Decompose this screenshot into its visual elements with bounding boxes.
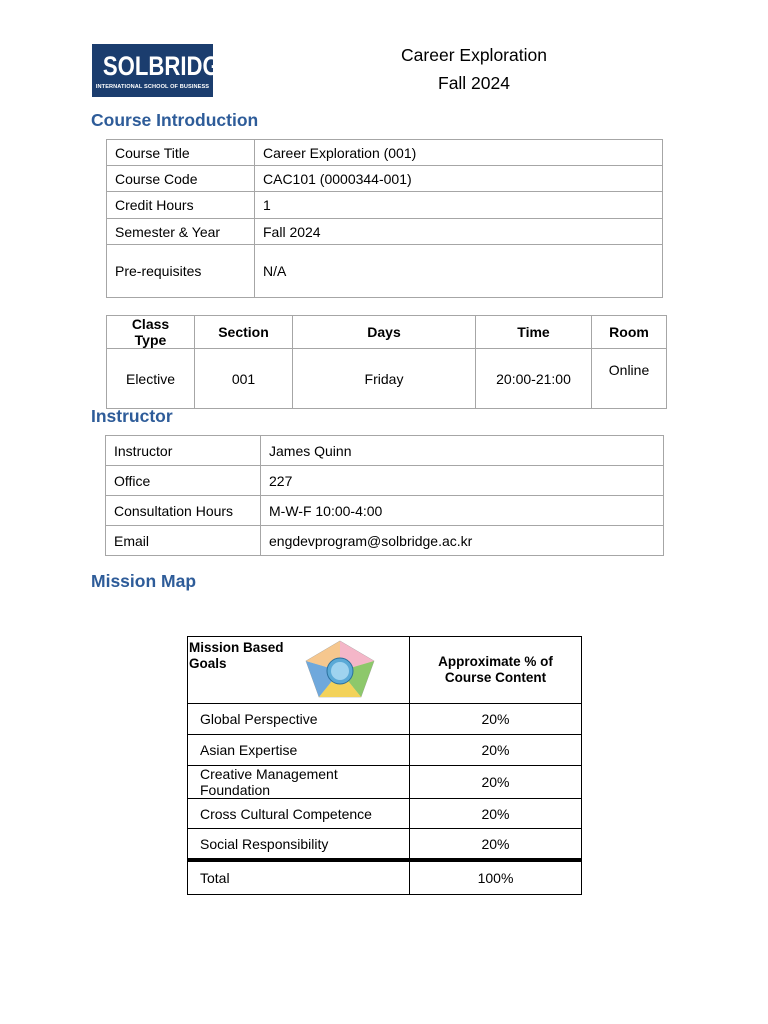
table-cell-value[interactable]: engdevprogram@solbridge.ac.kr bbox=[261, 526, 664, 556]
percent-cell: 20% bbox=[410, 735, 582, 766]
table-row bbox=[107, 219, 663, 245]
goal-cell: Social Responsibility bbox=[188, 829, 410, 861]
total-percent-cell: 100% bbox=[410, 860, 582, 895]
table-cell-value: Fall 2024 bbox=[255, 219, 663, 245]
goal-cell: Global Perspective bbox=[188, 704, 410, 735]
document-term: Fall 2024 bbox=[438, 73, 510, 93]
table-row bbox=[107, 192, 663, 219]
table-header-row bbox=[107, 316, 667, 349]
table-row bbox=[188, 766, 582, 799]
column-header: Class Type bbox=[107, 316, 195, 349]
class-schedule-table bbox=[106, 315, 667, 409]
table-cell: 20:00-21:00 bbox=[476, 349, 592, 409]
table-cell-label: Consultation Hours bbox=[106, 496, 261, 526]
table-cell-label: Pre-requisites bbox=[107, 245, 255, 298]
table-cell-label: Semester & Year bbox=[107, 219, 255, 245]
table-row bbox=[188, 704, 582, 735]
mission-pentagon-icon bbox=[304, 639, 376, 699]
table-cell-label: Course Title bbox=[107, 140, 255, 166]
table-cell-value: 227 bbox=[261, 466, 664, 496]
solbridge-logo bbox=[92, 44, 235, 97]
table-row bbox=[107, 140, 663, 166]
table-cell: Online bbox=[592, 349, 667, 409]
column-header: Section bbox=[195, 316, 293, 349]
total-label-cell: Total bbox=[188, 860, 410, 895]
table-row bbox=[188, 735, 582, 766]
instructor-info-table bbox=[105, 435, 664, 556]
table-cell: Friday bbox=[293, 349, 476, 409]
table-cell-value: Career Exploration (001) bbox=[255, 140, 663, 166]
table-row bbox=[107, 166, 663, 192]
table-cell-value: M-W-F 10:00-4:00 bbox=[261, 496, 664, 526]
course-info-table bbox=[106, 139, 663, 298]
table-cell-label: Credit Hours bbox=[107, 192, 255, 219]
goal-cell: Cross Cultural Competence bbox=[188, 799, 410, 829]
table-total-row bbox=[188, 860, 582, 895]
column-header: Days bbox=[293, 316, 476, 349]
goal-cell: Creative Management Foundation bbox=[188, 766, 410, 799]
column-header: Time bbox=[476, 316, 592, 349]
percent-cell: 20% bbox=[410, 799, 582, 829]
table-row bbox=[107, 349, 667, 409]
table-row bbox=[106, 526, 664, 556]
table-cell: Elective bbox=[107, 349, 195, 409]
table-row bbox=[106, 466, 664, 496]
header-text: Approximate % of bbox=[438, 654, 553, 669]
table-cell-value: 1 bbox=[255, 192, 663, 219]
section-heading-mission-map: Mission Map bbox=[91, 571, 197, 591]
document-title: Career Exploration bbox=[401, 45, 547, 65]
table-cell-label: Course Code bbox=[107, 166, 255, 192]
logo-wordmark: SOLBRIDGE bbox=[102, 51, 235, 81]
table-row bbox=[188, 829, 582, 861]
table-cell-value: CAC101 (0000344-001) bbox=[255, 166, 663, 192]
table-cell-label: Instructor bbox=[106, 436, 261, 466]
logo-tagline: INTERNATIONAL SCHOOL OF BUSINESS bbox=[95, 84, 210, 90]
mission-goals-header-cell bbox=[188, 637, 410, 704]
header-text: Course Content bbox=[444, 670, 547, 685]
column-header: Room bbox=[592, 316, 667, 349]
table-row bbox=[106, 436, 664, 466]
table-header-row bbox=[188, 637, 582, 704]
table-cell-label: Email bbox=[106, 526, 261, 556]
mission-map-table bbox=[187, 636, 582, 895]
percent-cell: 20% bbox=[410, 829, 582, 861]
section-heading-instructor: Instructor bbox=[91, 406, 173, 426]
table-cell-value: N/A bbox=[255, 245, 663, 298]
percent-cell: 20% bbox=[410, 704, 582, 735]
table-cell-label: Office bbox=[106, 466, 261, 496]
content-percent-header-cell bbox=[410, 637, 582, 704]
table-row bbox=[106, 496, 664, 526]
section-heading-course-introduction: Course Introduction bbox=[91, 110, 259, 130]
table-row bbox=[188, 799, 582, 829]
table-row bbox=[107, 245, 663, 298]
header-text: Goals bbox=[189, 656, 227, 671]
goal-cell: Asian Expertise bbox=[188, 735, 410, 766]
table-cell-value: James Quinn bbox=[261, 436, 664, 466]
header-text: Mission Based bbox=[189, 640, 284, 655]
percent-cell: 20% bbox=[410, 766, 582, 799]
table-cell: 001 bbox=[195, 349, 293, 409]
